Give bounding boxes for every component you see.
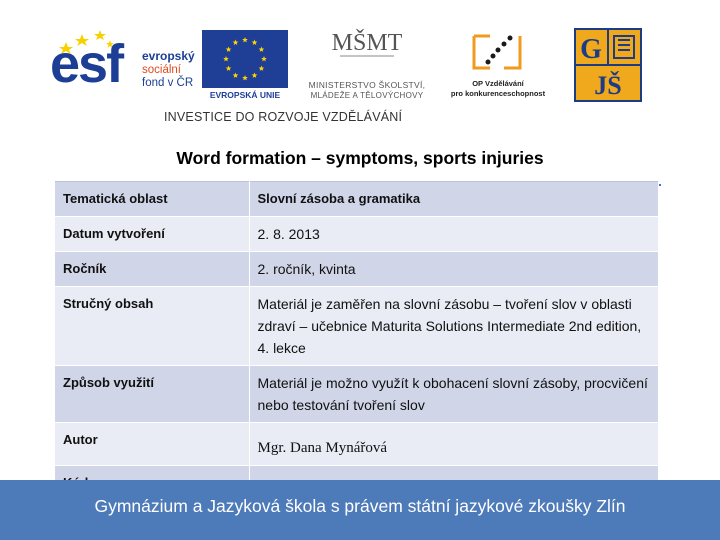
opvk-logo xyxy=(448,28,548,108)
gjs-top-letter: G xyxy=(580,34,602,65)
eu-star xyxy=(259,66,265,71)
eu-logo xyxy=(202,30,288,102)
eu-stars-icon xyxy=(202,30,288,88)
esf-line-1: evropský xyxy=(142,49,195,63)
gjs-bottom-letters: JŠ xyxy=(594,71,622,100)
row-key: Tematická oblast xyxy=(55,182,249,217)
table-row xyxy=(55,252,659,287)
row-value: Materiál je zaměřen na slovní zásobu – tvoření slov v oblasti zdraví – učebnice Maturita Solutions Intermediate 2nd edition, 4. lekce xyxy=(249,287,659,366)
eu-star xyxy=(226,66,232,71)
eu-star xyxy=(252,40,258,45)
row-key: Způsob využití xyxy=(55,366,249,423)
esf-line-2: sociální xyxy=(142,64,181,76)
esf-line-3: fond v ČR xyxy=(142,77,194,89)
eu-flag xyxy=(202,30,288,88)
msmt-logo xyxy=(292,26,442,104)
esf-logo xyxy=(50,28,200,103)
footer-bar xyxy=(0,480,720,540)
eu-star xyxy=(259,47,265,52)
eu-star xyxy=(233,72,239,77)
opvk-mark-icon xyxy=(468,28,526,76)
table-row xyxy=(55,182,659,217)
opvk-line-1: OP Vzdělávání xyxy=(472,79,524,88)
gjs-crest-icon xyxy=(574,28,642,102)
metadata-table xyxy=(55,181,659,509)
gjs-logo xyxy=(574,28,642,102)
table-row xyxy=(55,217,659,252)
eu-star xyxy=(242,37,248,42)
eu-star xyxy=(223,56,229,61)
msmt-line-1: MINISTERSTVO ŠKOLSTVÍ, xyxy=(308,80,426,90)
invest-tagline: INVESTICE DO ROZVOJE VZDĚLÁVÁNÍ xyxy=(164,110,403,124)
row-value: Materiál je možno využít k obohacení slovní zásoby, procvičení nebo testování tvoření slov xyxy=(249,366,659,423)
logo-strip xyxy=(0,0,720,135)
esf-wordmark: esf xyxy=(50,34,123,94)
row-key: Autor xyxy=(55,423,249,466)
msmt-mark-text: MŠMT xyxy=(332,30,402,56)
eu-star xyxy=(261,56,267,61)
table-row xyxy=(55,287,659,366)
row-key: Ročník xyxy=(55,252,249,287)
eu-star xyxy=(233,40,239,45)
row-value: Mgr. Dana Mynářová xyxy=(249,423,659,466)
table-row xyxy=(55,366,659,423)
row-value: Slovní zásoba a gramatika xyxy=(249,182,659,217)
opvk-line-2: pro konkurenceschopnost xyxy=(450,89,546,98)
msmt-line-2: MLÁDEŽE A TĚLOVÝCHOVY xyxy=(310,91,424,100)
eu-star xyxy=(252,72,258,77)
footer-text: Gymnázium a Jazyková škola s právem státní jazykové zkoušky Zlín xyxy=(94,496,626,516)
table-row xyxy=(55,423,659,466)
eu-label: EVROPSKÁ UNIE xyxy=(209,90,281,100)
row-key: Stručný obsah xyxy=(55,287,249,366)
eu-star xyxy=(242,75,248,80)
page-title: Word formation – symptoms, sports injuries xyxy=(176,148,544,168)
eu-star xyxy=(226,47,232,52)
msmt-mark xyxy=(332,26,402,76)
row-value: 2. 8. 2013 xyxy=(249,217,659,252)
row-key: Datum vytvoření xyxy=(55,217,249,252)
row-value: 2. ročník, kvinta xyxy=(249,252,659,287)
